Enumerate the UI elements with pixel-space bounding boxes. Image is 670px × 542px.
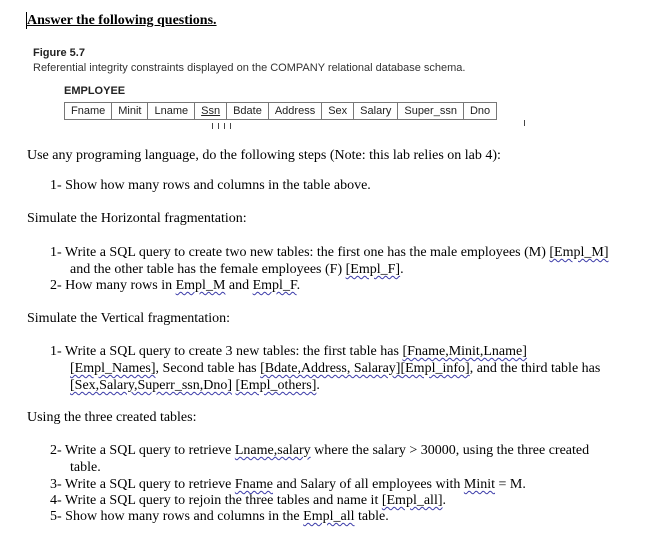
using-q4 <box>50 492 446 509</box>
column-salary: Salary <box>354 103 398 120</box>
using-heading: Using the three created tables: <box>27 410 197 425</box>
schema-row <box>65 103 497 120</box>
figure-caption: Referential integrity constraints displayed on the COMPANY relational database schema. <box>33 62 466 74</box>
column-fname: Fname <box>65 103 112 120</box>
column-minit: Minit <box>112 103 148 120</box>
text-span: and Salary of all employees with <box>272 477 464 492</box>
table-name-empl-all: Empl_all <box>303 509 355 524</box>
vertical-q1-line1 <box>50 343 527 360</box>
table-name-empl-others: [Empl_others] <box>235 378 317 393</box>
table-name-empl-f: [Empl_F] <box>345 262 401 277</box>
figure-label: Figure 5.7 <box>33 47 85 59</box>
text-span: 2- Write a SQL query to retrieve <box>50 443 235 458</box>
table-name-empl-all: [Empl_all] <box>381 493 443 508</box>
dno-reference-arrow <box>524 120 525 126</box>
horizontal-q2 <box>50 277 300 294</box>
using-q2-line1 <box>50 442 589 459</box>
column-list-names: [Fname,Minit,Lname] <box>402 344 527 359</box>
table-name-empl-names: [Empl_Names] <box>70 361 156 376</box>
column-address: Address <box>268 103 321 120</box>
text-span: 5- Show how many rows and columns in the <box>50 509 304 524</box>
column-dno: Dno <box>463 103 496 120</box>
horizontal-q1-line2 <box>70 261 404 278</box>
table-name-empl-m: Empl_M <box>175 278 226 293</box>
text-span: and <box>225 278 253 293</box>
table-name-empl-f: Empl_F <box>252 278 297 293</box>
text-span: = M. <box>495 477 526 492</box>
table-name-empl-info: [Empl_info] <box>400 361 470 376</box>
horizontal-heading: Simulate the Horizontal fragmentation: <box>27 211 247 226</box>
column-bdate: Bdate <box>227 103 269 120</box>
column-lname: Lname <box>148 103 195 120</box>
table-name-empl-m: [Empl_M] <box>549 245 609 260</box>
intro-text: Use any programing language, do the following steps (Note: this lab relies on lab 4): <box>27 148 501 163</box>
text-span: and the other table has the female employees (F) <box>70 262 346 277</box>
text-span: 1- Write a SQL query to create two new tables: the first one has the male employees (M) <box>50 245 550 260</box>
horizontal-q1-line1 <box>50 244 609 261</box>
column-list-info: [Bdate,Address, Salaray] <box>260 361 401 376</box>
using-q5 <box>50 508 389 525</box>
text-span: 2- How many rows in <box>50 278 176 293</box>
column-list-others: [Sex,Salary,Superr_ssn,Dno] <box>70 378 233 393</box>
column-super-ssn: Super_ssn <box>398 103 464 120</box>
step-table-question: 1- Show how many rows and columns in the table above. <box>50 178 371 193</box>
column-sex: Sex <box>322 103 354 120</box>
text-span: . <box>316 378 320 393</box>
using-q2-line2: table. <box>70 460 101 475</box>
text-span: , and the third table has <box>469 361 601 376</box>
vertical-heading: Simulate the Vertical fragmentation: <box>27 311 231 326</box>
vertical-q1-line3 <box>70 377 320 394</box>
text-span: . <box>400 262 404 277</box>
text-span: 1- Write a SQL query to create 3 new tables: the first table has <box>50 344 403 359</box>
column-list-lname-salary: Lname,salary <box>234 443 311 458</box>
column-minit: Minit <box>463 477 496 492</box>
text-span: where the salary > 30000, using the three created <box>310 443 590 458</box>
column-ssn-key: Ssn <box>195 103 227 120</box>
ssn-reference-arrows <box>210 120 240 132</box>
using-q3 <box>50 476 526 493</box>
text-span: . <box>442 493 446 508</box>
vertical-q1-line2 <box>70 360 600 377</box>
text-span: , Second table has <box>155 361 261 376</box>
page-heading: Answer the following questions. <box>27 13 217 28</box>
relation-name: EMPLOYEE <box>64 85 126 97</box>
text-span: 4- Write a SQL query to rejoin the three tables and name it <box>50 493 382 508</box>
employee-schema-table <box>64 102 497 120</box>
text-span: table. <box>354 509 389 524</box>
text-span: . <box>296 278 301 293</box>
text-span: 3- Write a SQL query to retrieve <box>50 477 235 492</box>
column-fname: Fname <box>234 477 273 492</box>
